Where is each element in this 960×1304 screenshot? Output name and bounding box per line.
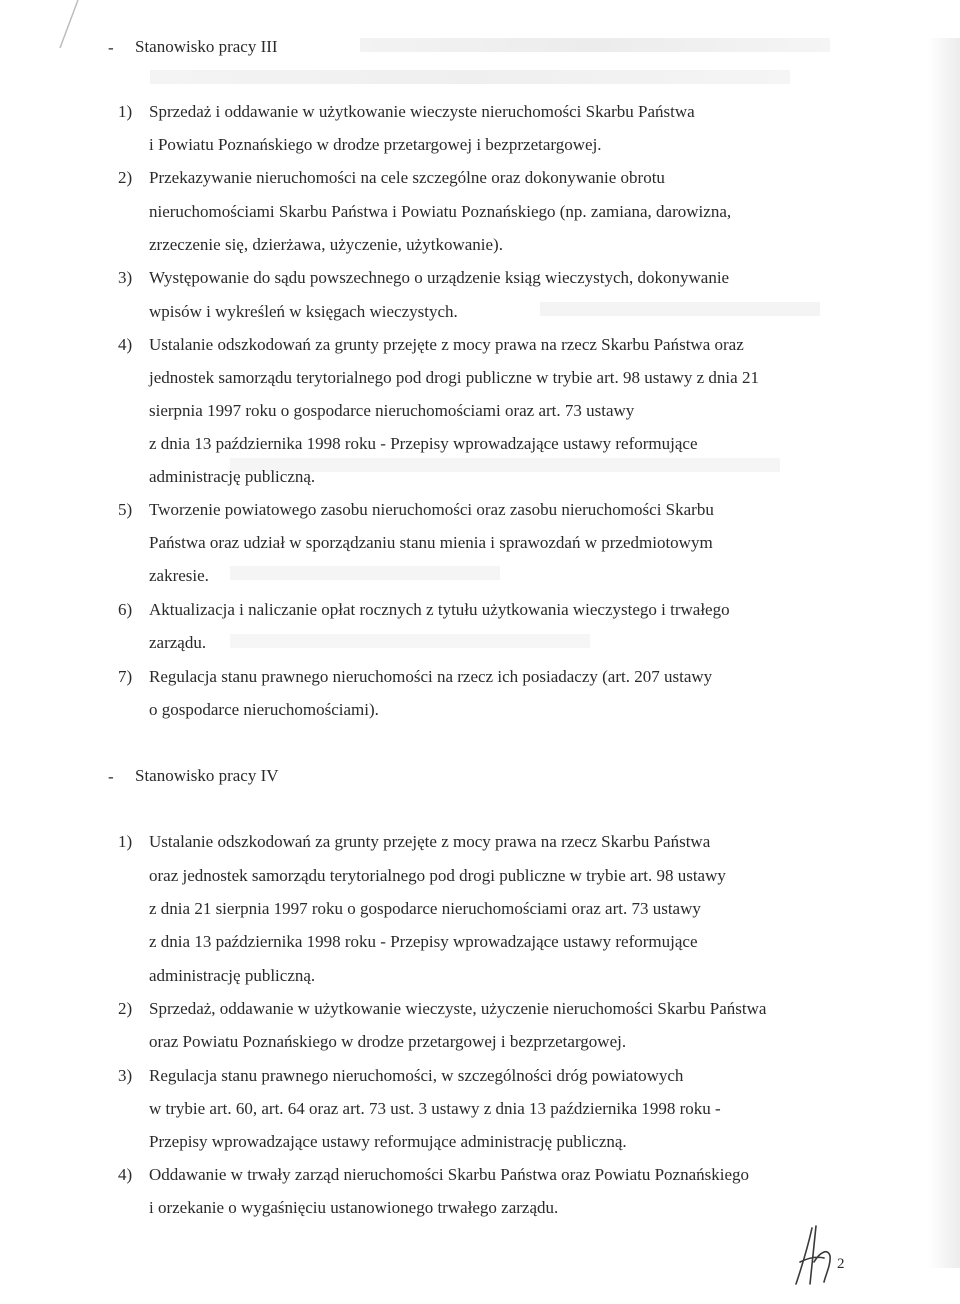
item-number: 1): [118, 102, 133, 121]
item-text-line: Sprzedaż, oddawanie w użytkowanie wieczyste, użyczenie nieruchomości Skarbu Państwa: [149, 999, 767, 1018]
item-text-line: sierpnia 1997 roku o gospodarce nieruchomościami oraz art. 73 ustawy: [149, 401, 635, 420]
section-heading: Stanowisko pracy III: [135, 37, 278, 56]
item-text-line: oraz jednostek samorządu terytorialnego pod drogi publiczne w trybie art. 98 ustawy: [149, 866, 726, 885]
item-number: 2): [118, 999, 133, 1018]
item-text-line: zarządu.: [149, 633, 207, 652]
item-text-line: z dnia 21 sierpnia 1997 roku o gospodarce nieruchomościami oraz art. 73 ustawy: [149, 899, 701, 918]
item-text-line: z dnia 13 października 1998 roku - Przepisy wprowadzające ustawy reformujące: [149, 434, 698, 453]
page-number: 2: [837, 1256, 845, 1272]
item-number: 3): [118, 1066, 133, 1085]
bleed-through-mark: [230, 634, 590, 648]
bleed-through-mark: [230, 566, 500, 580]
item-text-line: Występowanie do sądu powszechnego o urządzenie ksiąg wieczystych, dokonywanie: [149, 268, 730, 287]
item-text-line: Ustalanie odszkodowań za grunty przejęte z mocy prawa na rzecz Skarbu Państwa: [149, 832, 711, 851]
item-text-line: administrację publiczną.: [149, 467, 316, 486]
item-text-line: Państwa oraz udział w sporządzaniu stanu mienia i sprawozdań w przedmiotowym: [149, 533, 713, 552]
item-text-line: nieruchomościami Skarbu Państwa i Powiatu Poznańskiego (np. zamiana, darowizna,: [149, 202, 732, 221]
item-number: 1): [118, 832, 133, 851]
item-text-line: zrzeczenie się, dzierżawa, użyczenie, użytkowanie).: [149, 235, 503, 254]
item-text-line: oraz Powiatu Poznańskiego w drodze przetargowej i bezprzetargowej.: [149, 1032, 627, 1051]
item-text-line: Tworzenie powiatowego zasobu nieruchomości oraz zasobu nieruchomości Skarbu: [149, 500, 714, 519]
item-text-line: i Powiatu Poznańskiego w drodze przetargowej i bezprzetargowej.: [149, 135, 602, 154]
section-dash: -: [108, 38, 114, 57]
scan-corner-mark: [56, 0, 86, 50]
item-number: 4): [118, 1165, 133, 1184]
item-text-line: Przekazywanie nieruchomości na cele szczególne oraz dokonywanie obrotu: [149, 168, 665, 187]
item-number: 4): [118, 335, 133, 354]
item-number: 7): [118, 667, 133, 686]
item-text-line: i orzekanie o wygaśnięciu ustanowionego trwałego zarządu.: [149, 1198, 559, 1217]
item-number: 2): [118, 168, 133, 187]
item-text-line: Regulacja stanu prawnego nieruchomości na rzecz ich posiadaczy (art. 207 ustawy: [149, 667, 713, 686]
item-number: 6): [118, 600, 133, 619]
item-text-line: Regulacja stanu prawnego nieruchomości, w szczególności dróg powiatowych: [149, 1066, 684, 1085]
section-heading: Stanowisko pracy IV: [135, 766, 279, 785]
bleed-through-mark: [540, 302, 820, 316]
item-number: 5): [118, 500, 133, 519]
item-text-line: Sprzedaż i oddawanie w użytkowanie wieczyste nieruchomości Skarbu Państwa: [149, 102, 695, 121]
scan-edge-shadow: [928, 38, 960, 1268]
item-text-line: Ustalanie odszkodowań za grunty przejęte z mocy prawa na rzecz Skarbu Państwa oraz: [149, 335, 744, 354]
handwritten-initials-signature: [790, 1218, 840, 1288]
item-text-line: jednostek samorządu terytorialnego pod drogi publiczne w trybie art. 98 ustawy z dnia 21: [149, 368, 759, 387]
item-text-line: zakresie.: [149, 566, 209, 585]
item-text-line: z dnia 13 października 1998 roku - Przepisy wprowadzające ustawy reformujące: [149, 932, 698, 951]
section-dash: -: [108, 767, 114, 786]
item-text-line: administrację publiczną.: [149, 966, 316, 985]
item-text-line: w trybie art. 60, art. 64 oraz art. 73 ust. 3 ustawy z dnia 13 października 1998 roku -: [149, 1099, 721, 1118]
bleed-through-mark: [150, 70, 790, 84]
item-text-line: Aktualizacja i naliczanie opłat rocznych z tytułu użytkowania wieczystego i trwałego: [149, 600, 730, 619]
item-text-line: o gospodarce nieruchomościami).: [149, 700, 379, 719]
bleed-through-mark: [360, 38, 830, 52]
item-text-line: Oddawanie w trwały zarząd nieruchomości Skarbu Państwa oraz Powiatu Poznańskiego: [149, 1165, 750, 1184]
item-number: 3): [118, 268, 133, 287]
item-text-line: wpisów i wykreśleń w księgach wieczystych.: [149, 302, 458, 321]
item-text-line: Przepisy wprowadzające ustawy reformujące administrację publiczną.: [149, 1132, 627, 1151]
